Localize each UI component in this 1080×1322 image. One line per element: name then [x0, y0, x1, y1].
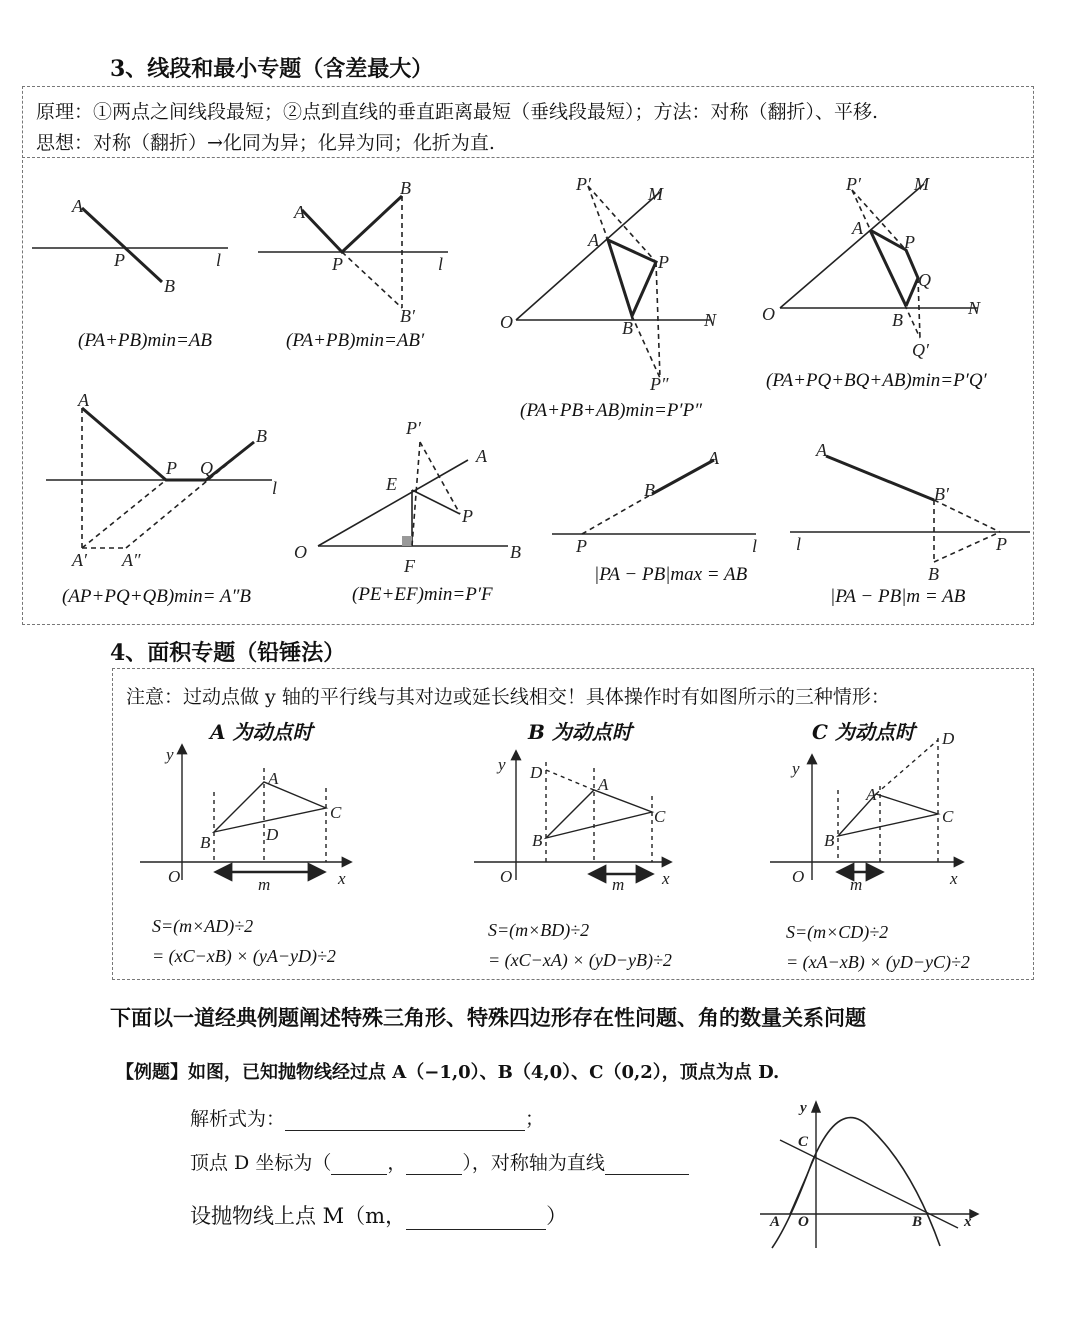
svg-text:P: P — [576, 536, 587, 556]
svg-text:P: P — [996, 534, 1007, 554]
caption-6: (PE+EF)min=P′F — [352, 584, 493, 605]
svg-text:M: M — [648, 184, 663, 204]
svg-text:Q: Q — [918, 270, 931, 290]
svg-text:A: A — [476, 446, 487, 466]
svg-text:l: l — [272, 478, 278, 498]
svg-text:M: M — [914, 174, 929, 194]
svg-text:C: C — [330, 803, 342, 822]
caption-2: (PA+PB)min=AB′ — [286, 330, 425, 351]
svg-text:C: C — [654, 807, 666, 826]
svg-text:B: B — [912, 1214, 923, 1230]
svg-text:m: m — [850, 875, 863, 894]
section3-title: 3、线段和最小专题（含差最大） — [110, 56, 434, 82]
area-note: 注意：过动点做 y 轴的平行线与其对边或延长线相交！具体操作时有如图所示的三种情形： — [126, 686, 890, 708]
svg-text:P: P — [904, 232, 915, 252]
caption-8: |PA − PB|m = AB — [830, 586, 966, 607]
case-b-formula2: = (xC−xA) × (yD−yB)÷2 — [488, 950, 672, 970]
svg-text:Q′: Q′ — [912, 340, 929, 360]
svg-text:O: O — [500, 867, 513, 886]
svg-text:A: A — [770, 1214, 781, 1230]
svg-text:A′: A′ — [72, 550, 87, 570]
svg-text:m: m — [612, 875, 625, 894]
svg-text:Q: Q — [200, 458, 213, 478]
svg-text:P′: P′ — [846, 174, 861, 194]
caption-3: (PA+PB+AB)min=P′P″ — [520, 400, 703, 421]
svg-text:E: E — [386, 474, 397, 494]
close-paren: ） — [546, 1204, 568, 1228]
svg-text:P: P — [114, 250, 125, 270]
svg-text:P: P — [332, 254, 343, 274]
svg-text:A: A — [866, 785, 877, 804]
svg-text:D: D — [942, 729, 955, 748]
svg-text:y: y — [498, 755, 506, 774]
label-A: A — [72, 196, 83, 216]
caption-4: (PA+PQ+BQ+AB)min=P′Q′ — [766, 370, 987, 391]
svg-text:A″: A″ — [122, 550, 141, 570]
example-head: 【例题】如图，已知抛物线经过点 A（−1,0）、B（4,0）、C（0,2），顶点为点 D. — [116, 1062, 780, 1083]
svg-text:x: x — [662, 869, 670, 888]
comma: ， — [387, 1152, 407, 1174]
svg-text:l: l — [796, 534, 802, 554]
svg-text:B: B — [892, 310, 903, 330]
label-axis: ），对称轴为直线 — [462, 1152, 605, 1174]
svg-text:B: B — [510, 542, 521, 562]
svg-text:N: N — [704, 310, 717, 330]
svg-text:P: P — [166, 458, 177, 478]
principle-text: 原理：①两点之间线段最短；②点到直线的垂直距离最短（垂线段最短）；方法：对称（翻折）、平移. — [36, 101, 879, 123]
svg-text:A: A — [816, 440, 827, 460]
caption-5: (AP+PQ+QB)min= A″B — [62, 586, 252, 607]
svg-text:l: l — [216, 250, 222, 270]
svg-text:P: P — [658, 252, 669, 272]
case-c-heading: C 为动点时 — [812, 720, 915, 744]
svg-text:y: y — [800, 1100, 807, 1116]
svg-text:x: x — [950, 869, 958, 888]
svg-text:A: A — [78, 390, 89, 410]
svg-text:A: A — [852, 218, 863, 238]
svg-text:l: l — [752, 536, 758, 556]
idea-text: 思想：对称（翻折）→化同为异；化异为同；化折为直. — [36, 132, 495, 154]
svg-text:B: B — [200, 833, 211, 852]
svg-text:P′: P′ — [576, 174, 591, 194]
case-c-formula1: S=(m×CD)÷2 — [786, 922, 889, 942]
svg-text:B: B — [928, 564, 939, 584]
svg-text:P: P — [462, 506, 473, 526]
svg-text:O: O — [294, 542, 307, 562]
svg-text:y: y — [792, 759, 800, 778]
svg-text:A: A — [268, 769, 279, 788]
svg-text:B: B — [824, 831, 835, 850]
svg-text:x: x — [338, 869, 346, 888]
case-c-formula2: = (xA−xB) × (yD−yC)÷2 — [786, 952, 970, 972]
svg-text:B: B — [164, 276, 175, 296]
svg-text:C: C — [798, 1134, 809, 1150]
case-a-formula2: = (xC−xB) × (yA−yD)÷2 — [152, 946, 336, 966]
svg-text:O: O — [500, 312, 513, 332]
svg-text:B′: B′ — [400, 306, 415, 326]
intro-heading: 下面以一道经典例题阐述特殊三角形、特殊四边形存在性问题、角的数量关系问题 — [110, 1005, 866, 1030]
svg-text:B: B — [532, 831, 543, 850]
caption-7: |PA − PB|max = AB — [594, 564, 748, 585]
section4-title: 4、面积专题（铅锤法） — [110, 640, 346, 666]
svg-text:O: O — [798, 1214, 809, 1230]
svg-text:F: F — [404, 556, 415, 576]
svg-text:B′: B′ — [934, 484, 949, 504]
svg-text:O: O — [168, 867, 181, 886]
svg-text:P′: P′ — [406, 418, 421, 438]
svg-text:B: B — [400, 178, 411, 198]
case-b-formula1: S=(m×BD)÷2 — [488, 920, 590, 940]
svg-text:B: B — [644, 480, 655, 500]
svg-text:A: A — [708, 448, 719, 468]
svg-text:D: D — [530, 763, 543, 782]
svg-text:m: m — [258, 875, 271, 894]
svg-text:A: A — [294, 202, 305, 222]
svg-text:y: y — [166, 745, 174, 764]
svg-text:O: O — [792, 867, 805, 886]
label-analytic: 解析式为： — [190, 1108, 286, 1130]
case-b-heading: B 为动点时 — [528, 720, 632, 744]
caption-1: (PA+PB)min=AB — [78, 330, 212, 351]
svg-text:D: D — [266, 825, 279, 844]
case-a-heading: A 为动点时 — [210, 720, 313, 744]
semicolon: ； — [525, 1108, 545, 1130]
svg-text:x: x — [964, 1214, 972, 1230]
svg-text:A: A — [588, 230, 599, 250]
svg-text:C: C — [942, 807, 954, 826]
label-vertex: 顶点 D 坐标为（ — [190, 1152, 332, 1174]
label-point-m: 设抛物线上点 M（m， — [190, 1204, 407, 1228]
svg-text:N: N — [968, 298, 981, 318]
svg-text:P″: P″ — [650, 374, 669, 394]
svg-text:B: B — [256, 426, 267, 446]
svg-text:O: O — [762, 304, 775, 324]
svg-text:B: B — [622, 318, 633, 338]
svg-text:A: A — [598, 775, 609, 794]
case-a-formula1: S=(m×AD)÷2 — [152, 916, 254, 936]
svg-text:l: l — [438, 254, 444, 274]
